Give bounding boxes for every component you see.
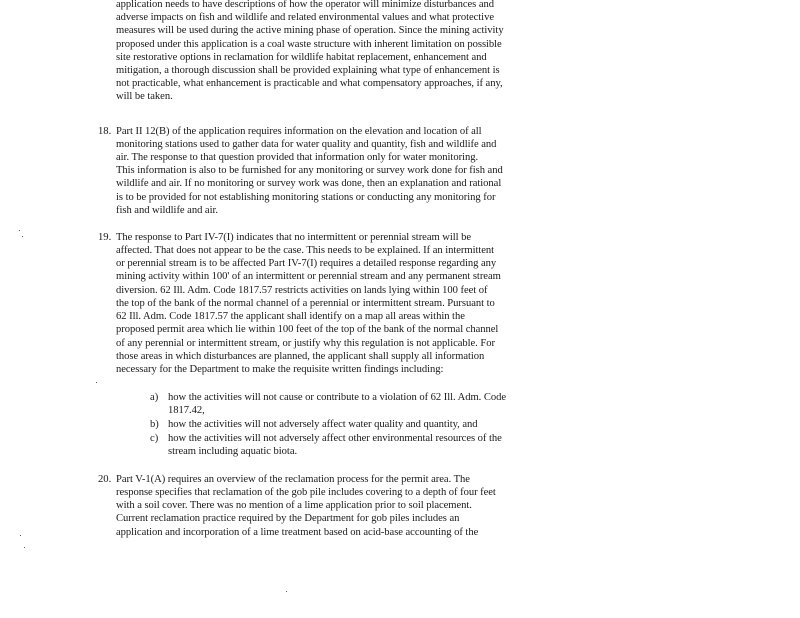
text-line: application needs to have descriptions of how the operator will minimize disturbances and — [116, 0, 494, 10]
text-line: with a soil cover. There was no mention of a lime application prior to soil placement. — [116, 500, 472, 511]
text-line: will be taken. — [116, 91, 173, 102]
text-line: proposed permit area which lie within 100 feet of the top of the bank of the normal channel — [116, 324, 499, 335]
scan-speck — [19, 230, 20, 231]
text-line: site restorative options in reclamation for wildlife habitat replacement, enhancement and — [116, 52, 487, 63]
text-line: stream including aquatic biota. — [168, 446, 298, 457]
text-line: air. The response to that question provided that information only for water monitoring. — [116, 152, 479, 163]
text-line: of any perennial or intermittent stream, or justify why this regulation is not applicable. For — [116, 338, 495, 349]
text-line: wildlife and air. If no monitoring or survey work was done, then an explanation and rational — [116, 178, 502, 189]
text-line: how the activities will not adversely affect other environmental resources of the — [168, 433, 502, 444]
text-line: 1817.42, — [168, 405, 205, 416]
text-line: necessary for the Department to make the requisite written findings including: — [116, 364, 444, 375]
text-line: diversion. 62 Ill. Adm. Code 1817.57 restricts activities on lands lying within 100 feet of — [116, 285, 488, 296]
text-line: is to be provided for not establishing monitoring stations or conducting any monitoring for — [116, 192, 496, 203]
sub-item-label: c) — [150, 433, 159, 444]
scan-speck — [96, 382, 97, 383]
text-line: fish and wildlife and air. — [116, 205, 218, 216]
text-line: mining activity within 100' of an intermittent or perennial stream and any permanent stream — [116, 271, 501, 282]
scan-speck — [286, 591, 287, 592]
text-line: those areas in which disturbances are planned, the applicant shall supply all information — [116, 351, 485, 362]
text-line: 62 Ill. Adm. Code 1817.57 the applicant shall identify on a map all areas within the — [116, 311, 465, 322]
sub-item-label: a) — [150, 392, 159, 403]
text-line: proposed under this application is a coal waste structure with inherent limitation on possible — [116, 39, 502, 50]
item-number: 20. — [98, 474, 112, 485]
text-line: application and incorporation of a lime treatment based on acid-base accounting of the — [116, 527, 479, 538]
scan-speck — [20, 535, 21, 536]
text-line: Part V-1(A) requires an overview of the reclamation process for the permit area. The — [116, 474, 470, 485]
text-line: The response to Part IV-7(I) indicates that no intermittent or perennial stream will be — [116, 232, 472, 243]
text-line: how the activities will not adversely affect water quality and quantity, and — [168, 419, 478, 430]
text-line: Part II 12(B) of the application requires information on the elevation and location of all — [116, 126, 482, 137]
text-line: This information is also to be furnished for any monitoring or survey work done for fish and — [116, 165, 503, 176]
text-line: the top of the bank of the normal channel of a perennial or intermittent stream. Pursuant to — [116, 298, 495, 309]
scan-speck — [22, 236, 23, 237]
text-line: adverse impacts on fish and wildlife and related environmental values and what protective — [116, 12, 494, 23]
text-line: Current reclamation practice required by the Department for gob piles includes an — [116, 513, 460, 524]
text-line: affected. That does not appear to be the case. This needs to be explained. If an intermittent — [116, 245, 495, 256]
text-line: measures will be used during the active mining phase of operation. Since the mining activity — [116, 25, 504, 36]
text-line: how the activities will not cause or contribute to a violation of 62 Ill. Adm. Code — [168, 392, 507, 403]
sub-item-label: b) — [150, 419, 159, 430]
text-line: monitoring stations used to gather data for water quality and quantity, fish and wildlife and — [116, 139, 497, 150]
text-line: mitigation, a thorough discussion shall be provided explaining what type of enhancement is — [116, 65, 500, 76]
item-number: 19. — [98, 232, 112, 243]
text-line: not practicable, what enhancement is practicable and what compensatory approaches, if any, — [116, 78, 503, 89]
text-line: response specifies that reclamation of the gob pile includes covering to a depth of four feet — [116, 487, 496, 498]
item-number: 18. — [98, 126, 112, 137]
scan-speck — [24, 547, 25, 548]
text-line: or perennial stream is to be affected Part IV-7(I) requires a detailed response regarding any — [116, 258, 497, 269]
